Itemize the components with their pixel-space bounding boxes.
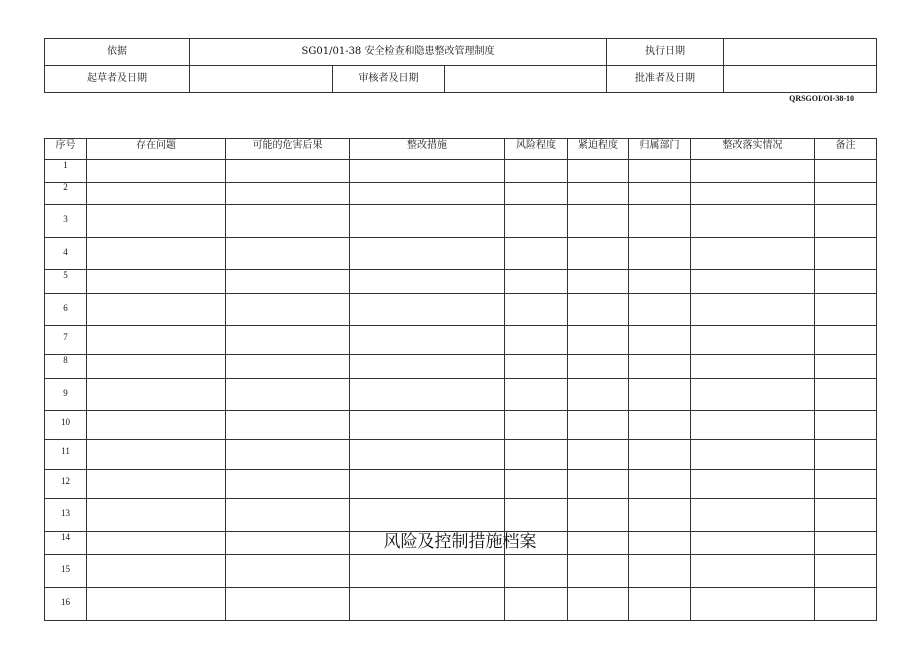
table-cell[interactable] (350, 270, 505, 294)
table-cell[interactable] (350, 205, 505, 238)
table-row (45, 160, 877, 183)
table-cell[interactable] (350, 470, 505, 499)
table-cell[interactable] (87, 379, 226, 411)
table-cell[interactable] (568, 205, 629, 238)
table-cell[interactable] (815, 205, 877, 238)
table-cell[interactable] (815, 470, 877, 499)
table-header-row (45, 139, 877, 160)
table-cell[interactable] (87, 238, 226, 270)
column-header: 风险程度 (505, 139, 568, 160)
table-cell[interactable] (629, 238, 691, 270)
table-cell[interactable] (350, 238, 505, 270)
table-cell[interactable] (815, 355, 877, 379)
table-row (45, 205, 877, 238)
table-cell[interactable] (629, 555, 691, 588)
basis-label: 依据 (45, 39, 190, 66)
table-cell[interactable] (87, 470, 226, 499)
table-row (45, 355, 877, 379)
table-cell[interactable] (629, 355, 691, 379)
table-cell[interactable] (505, 440, 568, 470)
table-cell[interactable] (629, 326, 691, 355)
table-row (45, 238, 877, 270)
page-title: 风险及控制措施档案 (383, 532, 537, 552)
table-cell[interactable] (691, 270, 815, 294)
table-cell[interactable] (691, 470, 815, 499)
drafter-value[interactable] (190, 66, 333, 93)
table-cell[interactable] (815, 160, 877, 183)
table-row (45, 294, 877, 326)
table-cell[interactable] (568, 270, 629, 294)
column-header: 整改落实情况 (691, 139, 815, 160)
row-number: 6 (45, 294, 87, 326)
table-cell[interactable] (87, 411, 226, 440)
table-cell[interactable] (350, 411, 505, 440)
table-cell[interactable] (350, 160, 505, 183)
table-cell[interactable] (568, 294, 629, 326)
table-cell[interactable] (815, 270, 877, 294)
row-number: 2 (45, 183, 87, 205)
table-cell[interactable] (815, 588, 877, 621)
table-cell[interactable] (691, 326, 815, 355)
table-cell[interactable] (350, 588, 505, 621)
table-row (45, 555, 877, 588)
table-cell[interactable] (226, 160, 350, 183)
table-cell[interactable] (87, 160, 226, 183)
column-header: 归属部门 (629, 139, 691, 160)
table-cell[interactable] (568, 379, 629, 411)
table-cell[interactable] (350, 183, 505, 205)
table-cell[interactable] (505, 270, 568, 294)
row-number: 5 (45, 270, 87, 294)
table-cell[interactable] (568, 555, 629, 588)
table-cell[interactable] (629, 160, 691, 183)
exec-date-label: 执行日期 (607, 39, 724, 66)
table-cell[interactable] (87, 440, 226, 470)
table-cell[interactable] (87, 205, 226, 238)
table-cell[interactable] (505, 160, 568, 183)
row-number: 12 (45, 470, 87, 499)
row-number: 4 (45, 238, 87, 270)
table-cell[interactable] (691, 205, 815, 238)
exec-date-value[interactable] (724, 39, 877, 66)
reviewer-value[interactable] (445, 66, 607, 93)
table-cell[interactable] (691, 440, 815, 470)
table-cell[interactable] (226, 205, 350, 238)
table-cell[interactable] (226, 440, 350, 470)
table-cell[interactable] (226, 411, 350, 440)
table-cell[interactable] (629, 411, 691, 440)
table-cell[interactable] (87, 294, 226, 326)
table-cell[interactable] (691, 355, 815, 379)
table-cell[interactable] (568, 238, 629, 270)
row-number: 14 (45, 532, 87, 555)
table-row (45, 326, 877, 355)
table-cell[interactable] (629, 470, 691, 499)
table-cell[interactable] (505, 355, 568, 379)
table-cell[interactable] (505, 183, 568, 205)
table-cell[interactable] (815, 238, 877, 270)
basis-value[interactable]: SG01/01-38 安全检查和隐患整改管理制度 (190, 39, 607, 66)
row-number: 7 (45, 326, 87, 355)
table-row (45, 411, 877, 440)
column-header: 可能的危害后果 (226, 139, 350, 160)
table-cell[interactable] (691, 183, 815, 205)
table-cell[interactable] (226, 588, 350, 621)
approver-value[interactable] (724, 66, 877, 93)
table-cell[interactable] (350, 326, 505, 355)
table-cell[interactable] (568, 355, 629, 379)
table-cell[interactable] (87, 326, 226, 355)
column-header: 序号 (45, 139, 87, 160)
table-cell[interactable] (691, 588, 815, 621)
table-cell[interactable] (629, 588, 691, 621)
table-cell[interactable] (226, 238, 350, 270)
table-cell[interactable] (568, 440, 629, 470)
table-cell[interactable] (629, 440, 691, 470)
table-cell[interactable] (87, 183, 226, 205)
table-cell[interactable] (505, 205, 568, 238)
table-cell[interactable] (815, 379, 877, 411)
table-cell[interactable] (87, 270, 226, 294)
table-cell[interactable] (226, 355, 350, 379)
table-cell[interactable] (691, 411, 815, 440)
table-cell[interactable] (226, 270, 350, 294)
header-row-basis (45, 39, 877, 66)
table-cell[interactable] (226, 183, 350, 205)
table-cell[interactable] (629, 183, 691, 205)
table-cell[interactable] (629, 205, 691, 238)
row-number: 15 (45, 555, 87, 588)
table-cell[interactable] (815, 555, 877, 588)
table-cell[interactable] (350, 294, 505, 326)
table-cell[interactable] (505, 379, 568, 411)
table-cell[interactable] (568, 411, 629, 440)
table-row (45, 588, 877, 621)
row-number: 8 (45, 355, 87, 379)
table-cell[interactable] (691, 294, 815, 326)
table-row (45, 270, 877, 294)
table-cell[interactable] (691, 379, 815, 411)
column-header: 存在问题 (87, 139, 226, 160)
table-cell[interactable] (691, 238, 815, 270)
approver-label: 批准者及日期 (607, 66, 724, 93)
table-row (45, 183, 877, 205)
table-cell[interactable] (815, 294, 877, 326)
table-cell[interactable] (505, 411, 568, 440)
row-number: 10 (45, 411, 87, 440)
row-number: 16 (45, 588, 87, 621)
table-cell[interactable] (815, 326, 877, 355)
table-cell[interactable] (226, 379, 350, 411)
table-cell[interactable] (350, 379, 505, 411)
table-cell[interactable] (815, 440, 877, 470)
table-cell[interactable] (568, 183, 629, 205)
table-cell[interactable] (568, 470, 629, 499)
table-cell[interactable] (568, 160, 629, 183)
table-cell[interactable] (505, 470, 568, 499)
table-cell[interactable] (226, 326, 350, 355)
table-row (45, 379, 877, 411)
table-cell[interactable] (505, 294, 568, 326)
table-cell[interactable] (505, 588, 568, 621)
table-cell[interactable] (815, 411, 877, 440)
table-cell[interactable] (568, 326, 629, 355)
drafter-label: 起草者及日期 (45, 66, 190, 93)
table-cell[interactable] (691, 160, 815, 183)
table-cell[interactable] (629, 270, 691, 294)
header-row-signatures (45, 66, 877, 93)
row-number: 3 (45, 205, 87, 238)
row-number: 1 (45, 160, 87, 183)
table-cell[interactable] (350, 355, 505, 379)
row-number: 11 (45, 440, 87, 470)
table-cell[interactable] (629, 379, 691, 411)
table-cell[interactable] (87, 355, 226, 379)
column-header: 紧迫程度 (568, 139, 629, 160)
table-cell[interactable] (568, 588, 629, 621)
table-cell[interactable] (226, 294, 350, 326)
table-cell[interactable] (629, 294, 691, 326)
table-cell[interactable] (505, 238, 568, 270)
table-cell[interactable] (226, 470, 350, 499)
reviewer-label: 审核者及日期 (333, 66, 445, 93)
table-cell[interactable] (505, 326, 568, 355)
table-row (45, 470, 877, 499)
form-code: QRSGOI/OI-38-10 (789, 94, 854, 103)
column-header: 备注 (815, 139, 877, 160)
table-cell[interactable] (350, 555, 505, 588)
row-number: 9 (45, 379, 87, 411)
header-table (44, 38, 877, 93)
table-cell[interactable] (350, 440, 505, 470)
table-cell[interactable] (505, 555, 568, 588)
table-cell[interactable] (87, 555, 226, 588)
column-header: 整改措施 (350, 139, 505, 160)
table-cell[interactable] (815, 183, 877, 205)
row-number: 13 (45, 499, 87, 532)
table-cell[interactable] (226, 555, 350, 588)
table-row (45, 440, 877, 470)
table-cell[interactable] (691, 555, 815, 588)
table-cell[interactable] (87, 588, 226, 621)
